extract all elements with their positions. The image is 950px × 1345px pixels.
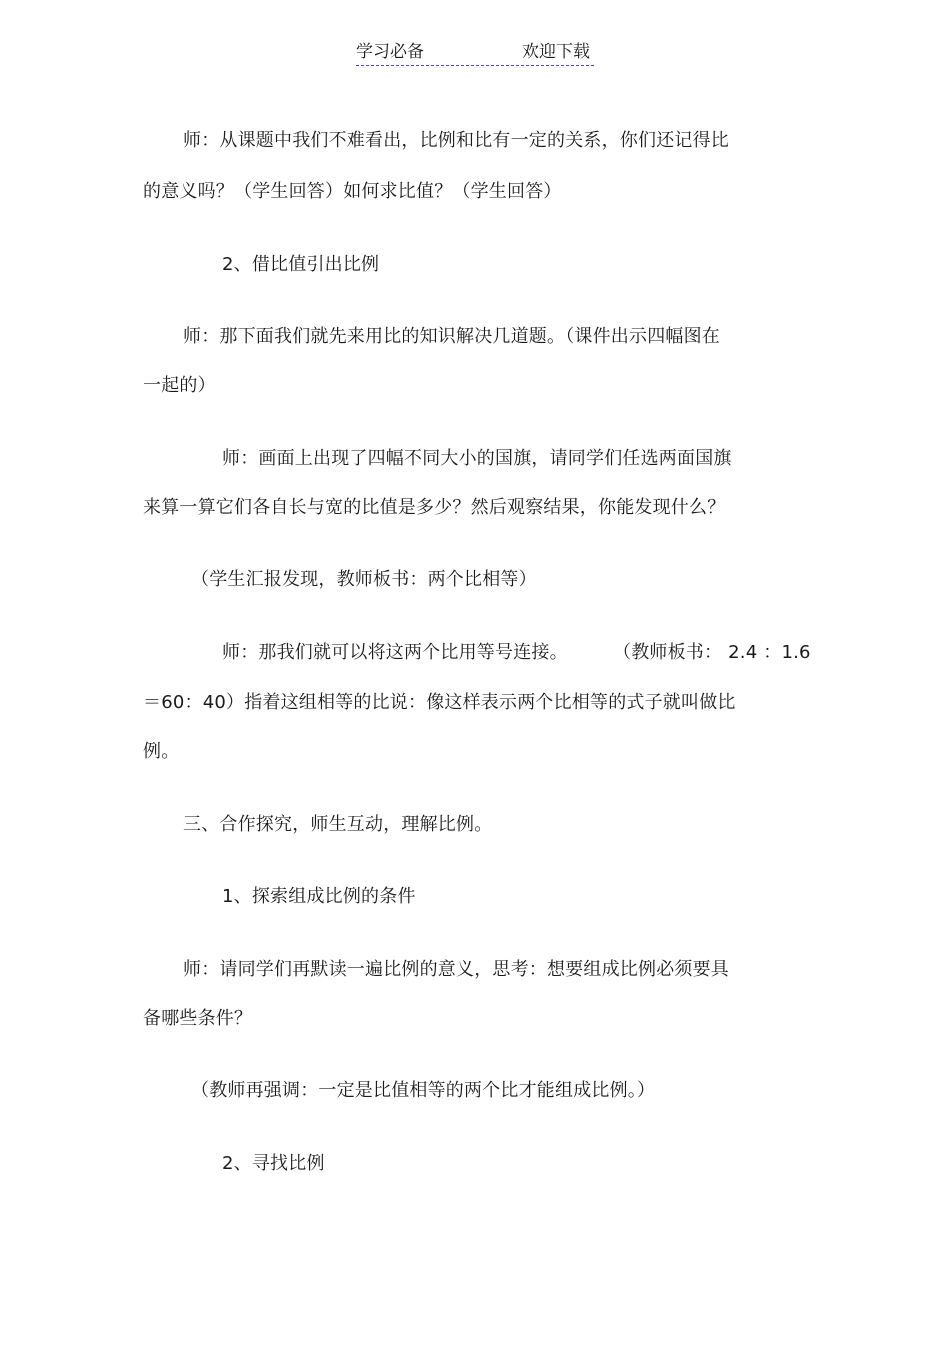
paragraph-line: 师：那下面我们就先来用比的知识解决几道题。（课件出示四幅图在 (183, 326, 720, 347)
paragraph-line: 师：请同学们再默读一遍比例的意义，思考：想要组成比例必须要具 (183, 959, 729, 980)
header-right-text: 欢迎下载 (522, 42, 590, 62)
paragraph-line: （教师板书： 2.4 ：1.6 (613, 642, 811, 663)
paragraph-line: 的意义吗？（学生回答）如何求比值？（学生回答） (143, 181, 562, 202)
paragraph-line: 例。 (143, 741, 180, 762)
section-heading: 2、借比值引出比例 (222, 254, 380, 275)
page-header (356, 41, 594, 66)
paragraph-line: （教师再强调：一定是比值相等的两个比才能组成比例。） (191, 1080, 656, 1101)
paragraph-line: 一起的） (143, 375, 216, 396)
paragraph-line: 师：从课题中我们不难看出，比例和比有一定的关系，你们还记得比 (183, 130, 729, 151)
paragraph-line: 来算一算它们各自长与宽的比值是多少？然后观察结果，你能发现什么？ (143, 497, 726, 518)
section-heading: 三、合作探究，师生互动，理解比例。 (183, 814, 493, 835)
paragraph-line: 师：画面上出现了四幅不同大小的国旗，请同学们任选两面国旗 (222, 448, 732, 469)
section-heading: 2、寻找比例 (222, 1153, 325, 1174)
paragraph-line: ＝60：40）指着这组相等的比说：像这样表示两个比相等的式子就叫做比 (143, 692, 736, 713)
section-heading: 1、探索组成比例的条件 (222, 886, 416, 907)
paragraph-line: 备哪些条件？ (143, 1008, 253, 1029)
paragraph-line: 师：那我们就可以将这两个比用等号连接。 (222, 642, 568, 663)
paragraph-line: （学生汇报发现，教师板书：两个比相等） (191, 569, 537, 590)
header-left-text: 学习必备 (356, 42, 424, 62)
